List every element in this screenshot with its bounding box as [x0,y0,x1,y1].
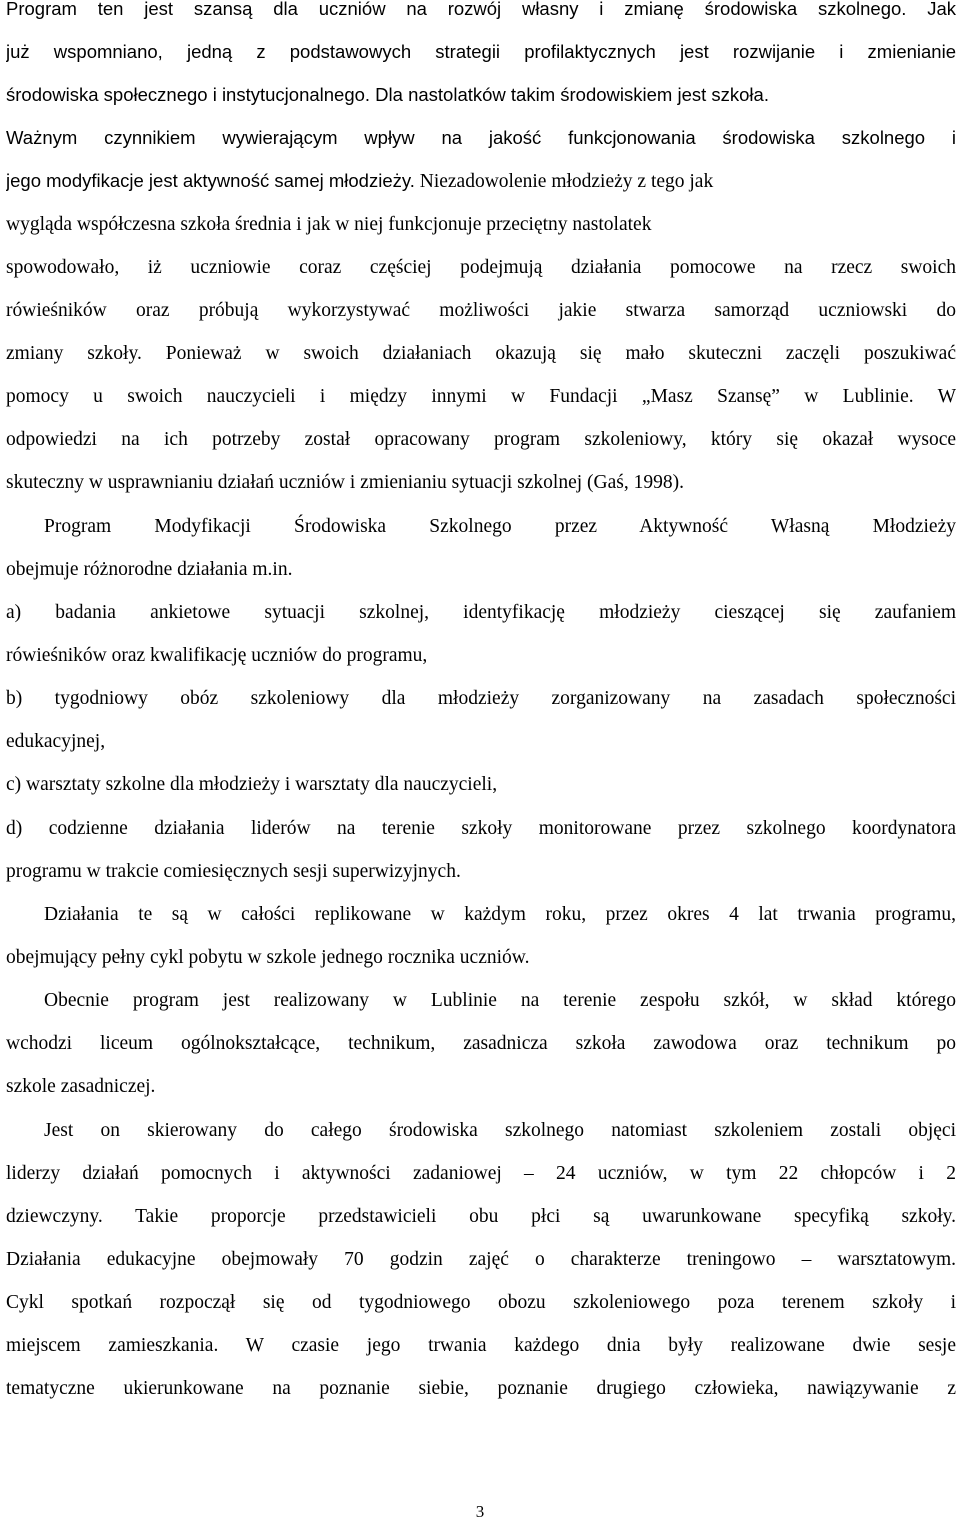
text-line-26: szkole zasadniczej. [6,1076,156,1097]
text-line-9: zmiany szkoły. Ponieważ w swoich działaniach okazują się mało skuteczni zaczęli poszukiwać [6,343,956,364]
text-line-5-sans-part: jego modyfikacje jest aktywność samej młodzieży. [6,170,415,191]
text-line-28: liderzy działań pomocnych i aktywności zadaniowej – 24 uczniów, w tym 22 chłopców i 2 [6,1163,956,1184]
text-line-22: Działania te są w całości replikowane w każdym roku, przez okres 4 lat trwania programu, [44,904,956,925]
text-line-12: skuteczny w usprawnianiu działań uczniów i zmienianiu sytuacji szkolnej (Gaś, 1998). [6,472,684,493]
text-line-11: odpowiedzi na ich potrzeby został opracowany program szkoleniowy, który się okazał wysoce [6,429,956,450]
text-line-8: rówieśników oraz próbują wykorzystywać możliwości jakie stwarza samorząd uczniowski do [6,300,956,321]
text-line-6: wygląda współczesna szkoła średnia i jak w niej funkcjonuje przeciętny nastolatek [6,214,652,235]
text-line-30: Działania edukacyjne obejmowały 70 godzin zajęć o charakterze treningowo – warsztatowym. [6,1249,956,1270]
list-item-b: b) tygodniowy obóz szkoleniowy dla młodzieży zorganizowany na zasadach społeczności [6,688,956,709]
text-line-5-serif-part: Niezadowolenie młodzieży z tego jak [414,171,714,192]
text-line-1: Program ten jest szansą dla uczniów na rozwój własny i zmianę środowiska szkolnego. Jak [6,0,956,19]
text-line-31: Cykl spotkań rozpoczął się od tygodniowego obozu szkoleniowego poza terenem szkoły i [6,1292,956,1313]
text-line-33: tematyczne ukierunkowane na poznanie siebie, poznanie drugiego człowieka, nawiązywanie z [6,1378,956,1399]
text-line-3: środowiska społecznego i instytucjonalnego. Dla nastolatków takim środowiskiem jest szkoła. [6,84,769,105]
list-item-a-cont: rówieśników oraz kwalifikację uczniów do programu, [6,645,428,666]
list-item-d-cont: programu w trakcie comiesięcznych sesji superwizyjnych. [6,861,461,882]
text-line-4: Ważnym czynnikiem wywierającym wpływ na jakość funkcjonowania środowiska szkolnego i [6,127,956,148]
text-line-32: miejscem zamieszkania. W czasie jego trwania każdego dnia były realizowane dwie sesje [6,1335,956,1356]
text-line-14: obejmuje różnorodne działania m.in. [6,559,293,580]
text-line-24: Obecnie program jest realizowany w Lublinie na terenie zespołu szkół, w skład którego [44,990,956,1011]
text-line-13: Program Modyfikacji Środowiska Szkolnego przez Aktywność Własną Młodzieży [44,516,956,537]
text-line-23: obejmujący pełny cykl pobytu w szkole jednego rocznika uczniów. [6,947,530,968]
text-line-5 [6,166,956,196]
text-line-27: Jest on skierowany do całego środowiska szkolnego natomiast szkoleniem zostali objęci [44,1120,956,1141]
text-line-25: wchodzi liceum ogólnokształcące, technikum, zasadnicza szkoła zawodowa oraz technikum po [6,1033,956,1054]
list-item-a: a) badania ankietowe sytuacji szkolnej, identyfikację młodzieży cieszącej się zaufaniem [6,602,956,623]
text-line-29: dziewczyny. Takie proporcje przedstawicieli obu płci są uwarunkowane specyfiką szkoły. [6,1206,956,1227]
page-number: 3 [475,1502,485,1521]
list-item-b-cont: edukacyjnej, [6,731,106,752]
text-line-10: pomocy u swoich nauczycieli i między innymi w Fundacji „Masz Szansę” w Lublinie. W [6,386,956,407]
text-line-7: spowodowało, iż uczniowie coraz częściej podejmują działania pomocowe na rzecz swoich [6,257,956,278]
text-line-2: już wspomniano, jedną z podstawowych strategii profilaktycznych jest rozwijanie i zmienianie [6,41,956,62]
list-item-c: c) warsztaty szkolne dla młodzieży i warsztaty dla nauczycieli, [6,774,498,795]
list-item-d: d) codzienne działania liderów na terenie szkoły monitorowane przez szkolnego koordynatora [6,818,956,839]
